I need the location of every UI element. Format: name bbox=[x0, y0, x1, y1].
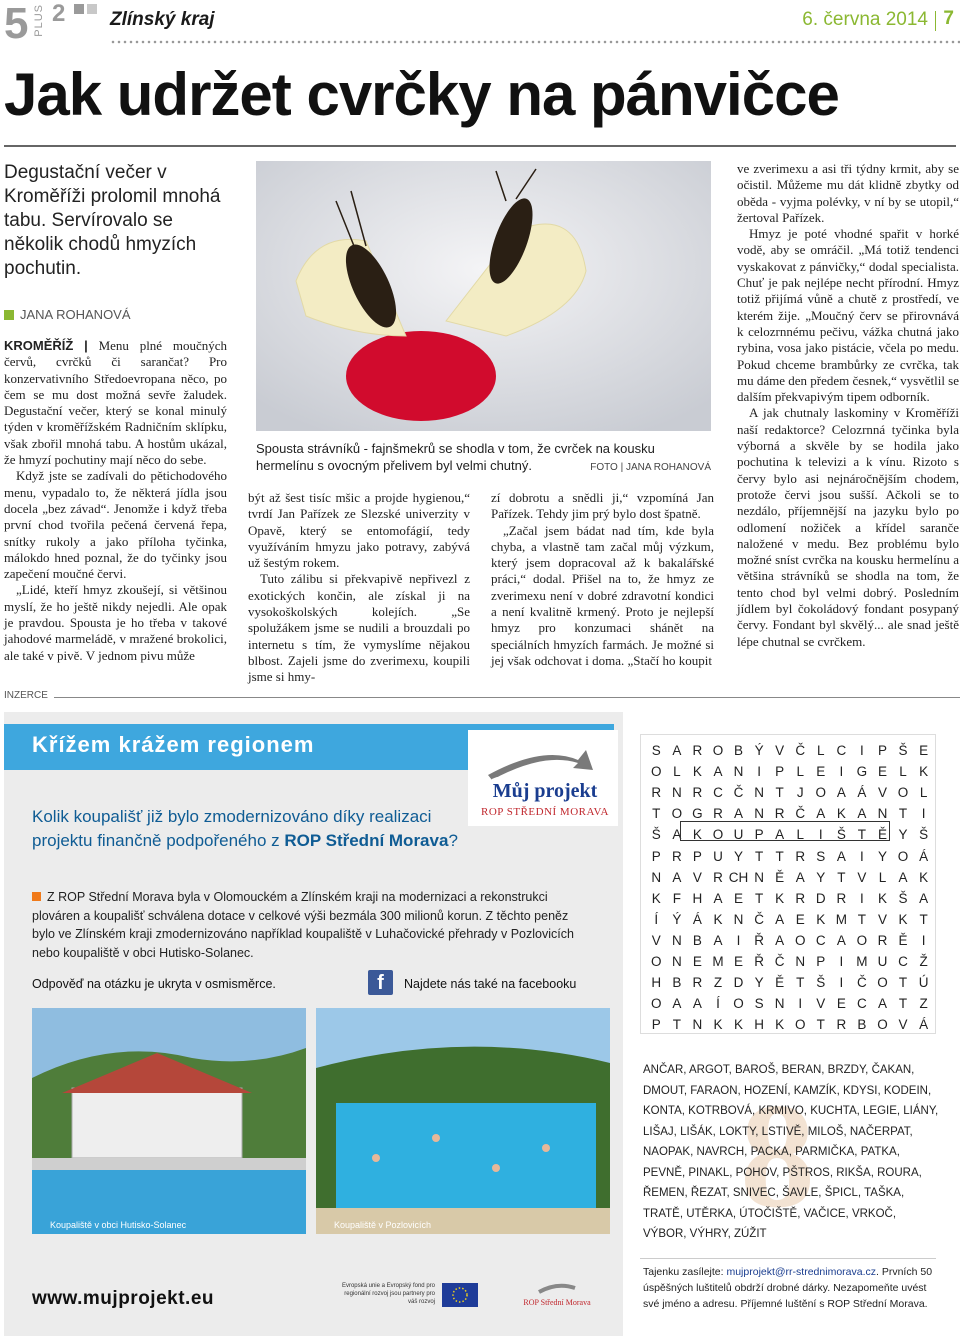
send-text: Tajenku zasílejte: bbox=[643, 1266, 727, 1278]
grid-cell: Č bbox=[774, 953, 785, 969]
question-text: Kolik koupališť již bylo zmodernizováno díky realizaci projektu finančně podpořeného z bbox=[32, 807, 432, 850]
grid-cell: K bbox=[898, 911, 908, 927]
grid-cell: R bbox=[651, 785, 662, 801]
grid-highlight bbox=[680, 821, 890, 841]
grid-cell: CH bbox=[728, 869, 749, 885]
grid-cell: I bbox=[860, 743, 864, 759]
header-squares-icon bbox=[74, 4, 100, 16]
ad-rule bbox=[54, 697, 960, 698]
grid-cell: Š bbox=[651, 827, 661, 843]
grid-cell: E bbox=[734, 953, 744, 969]
word-search-grid bbox=[646, 740, 934, 1035]
grid-cell: Ě bbox=[775, 975, 785, 991]
grid-cell: E bbox=[919, 743, 929, 759]
grid-cell: P bbox=[754, 827, 764, 843]
grid-cell: V bbox=[692, 869, 702, 885]
grid-cell: I bbox=[839, 764, 844, 780]
grid-cell: T bbox=[816, 1017, 825, 1033]
grid-cell: E bbox=[816, 764, 826, 780]
eu-text: Evropská unie a Evropský fond pro regionální rozvoj jsou partnery pro váš rozvoj bbox=[341, 1283, 435, 1305]
grid-row bbox=[646, 930, 934, 951]
grid-cell: I bbox=[921, 932, 926, 948]
grid-cell: A bbox=[775, 827, 785, 843]
header-dotted-rule bbox=[110, 40, 960, 44]
grid-cell: L bbox=[919, 785, 928, 801]
grid-cell: R bbox=[692, 785, 703, 801]
supplement-label: PLUS bbox=[33, 4, 45, 37]
grid-cell: D bbox=[815, 890, 826, 906]
grid-cell: T bbox=[919, 911, 928, 927]
region-name: Zlínský kraj bbox=[110, 9, 215, 30]
grid-cell: H bbox=[651, 975, 662, 991]
grid-cell: R bbox=[692, 743, 703, 759]
grid-cell: I bbox=[839, 975, 844, 991]
grid-cell: B bbox=[672, 975, 682, 991]
article-column-1 bbox=[4, 338, 227, 664]
grid-cell: V bbox=[857, 869, 867, 885]
grid-cell: E bbox=[836, 996, 846, 1012]
grid-cell: Ž bbox=[919, 953, 928, 969]
header-separator bbox=[935, 11, 936, 31]
grid-row bbox=[646, 761, 934, 782]
grid-cell: T bbox=[857, 911, 867, 927]
grid-cell: E bbox=[734, 890, 744, 906]
article-column-4 bbox=[737, 161, 959, 650]
issue-number: 5 bbox=[4, 0, 29, 48]
grid-cell: Y bbox=[816, 869, 826, 885]
grid-cell: V bbox=[816, 996, 826, 1012]
grid-cell: Č bbox=[733, 785, 744, 801]
grid-cell: V bbox=[877, 911, 887, 927]
grid-cell: R bbox=[836, 890, 847, 906]
grid-cell: O bbox=[794, 1017, 806, 1033]
grid-cell: N bbox=[733, 911, 744, 927]
grid-cell: K bbox=[692, 827, 702, 843]
grid-cell: D bbox=[733, 975, 744, 991]
grid-cell: O bbox=[733, 996, 744, 1012]
grid-cell: A bbox=[672, 827, 682, 843]
grid-cell: Ě bbox=[898, 932, 908, 948]
article-headline: Jak udržet cvrčky na pánvičce bbox=[4, 61, 839, 128]
grid-cell: Č bbox=[857, 975, 867, 991]
grid-cell: Á bbox=[857, 785, 867, 801]
grid-cell: N bbox=[795, 953, 806, 969]
eu-flag-icon bbox=[442, 1283, 478, 1307]
paragraph-text: Menu plné moučných červů, cvrčků či sarančat? Pro konzervativního Středoevropana něco, po čem se mu dost možná sevře žaludek. Degustační večer, který se konal minulý týden v kroměřížském Radničním sklípku, však zbořil mnohá tabu. A hostům ukázal, že hmyzí pochutiny mají něco do sebe. bbox=[4, 338, 228, 468]
rop-mini-logo bbox=[522, 1280, 592, 1307]
grid-cell: Š bbox=[919, 827, 929, 843]
grid-cell: B bbox=[692, 932, 702, 948]
ad-body bbox=[32, 888, 592, 962]
grid-cell: O bbox=[651, 953, 662, 969]
grid-cell: R bbox=[713, 869, 723, 885]
grid-cell: O bbox=[897, 848, 909, 864]
question-bold: ROP Střední Morava bbox=[284, 831, 449, 850]
grid-row bbox=[646, 951, 934, 972]
grid-cell: Z bbox=[919, 996, 928, 1012]
grid-cell: R bbox=[713, 806, 723, 822]
grid-cell: I bbox=[757, 764, 761, 780]
grid-cell: O bbox=[794, 932, 806, 948]
article-column-3 bbox=[491, 490, 714, 669]
grid-cell: O bbox=[712, 743, 724, 759]
grid-cell: Y bbox=[877, 848, 887, 864]
paragraph: Hmyz je poté vhodné spařit v horké vodě, aby se omráčil. „Má totiž tendenci vyskakovat z pánvičky,“ dodal specialista. Chuť je pak nejlépe necht přírodní. Hmyz totiž přijímá vůně a chutě z prostředí, ve kterém žije. „Moučný červ se přirovnává k celozrnnému pečivu, vážka chutná jako rybina, vosa jako pistácie, včela po medu. Pokud chceme brambůrky ze cvrčka, tak mu dáme den předem česnek,“ vysvětlil se dalším překvapivým tipem odborník. bbox=[737, 226, 960, 405]
grid-cell: N bbox=[877, 806, 888, 822]
author-marker-icon bbox=[4, 310, 14, 320]
send-instructions bbox=[643, 1264, 939, 1312]
grid-row bbox=[646, 740, 934, 761]
grid-cell: N bbox=[754, 806, 764, 822]
photo-caption bbox=[256, 440, 711, 476]
grid-cell: O bbox=[651, 764, 662, 780]
grid-cell: Č bbox=[754, 911, 764, 927]
grid-cell: I bbox=[860, 848, 864, 864]
body-marker-icon bbox=[32, 892, 41, 901]
grid-cell: P bbox=[651, 848, 661, 864]
article-lead: Degustační večer v Kroměříži prolomil mnohá tabu. Servírovalo se několik chodů hmyzích pochutin. bbox=[4, 162, 221, 279]
paragraph: „Začal jsem bádat nad tím, kde byla chyba, a vlastně tam začal můj výzkum, který jsem dopracoval až k bakalářské práci,“ dodal. Přišel na to, že hmyz ze zverimexu není v dobré zdravotní kondici a není kvalitně krmený. Proto je nejlepší hmyz pro konzumaci shánět na speciálních hmyzích farmách. Je možné si jej však odchovat i doma. „Stačí ho koupit bbox=[491, 522, 714, 668]
grid-cell: T bbox=[898, 806, 908, 822]
paragraph: zí dobrotu a snědli ji,“ vzpomíná Jan Pařízek. Tehdy jim prý bylo dost špatně. bbox=[491, 490, 714, 522]
grid-cell: T bbox=[672, 1017, 681, 1033]
grid-cell: U bbox=[877, 953, 888, 969]
author-name: JANA ROHANOVÁ bbox=[20, 307, 131, 322]
grid-cell: V bbox=[775, 743, 785, 759]
grid-cell: T bbox=[796, 975, 805, 991]
grid-cell: E bbox=[795, 911, 805, 927]
paragraph: být až šest tisíc mšic a projde hygienou,“ tvrdí Jan Pařízek ze Slezské univerzity v Opavě, který se entomofágií, tedy využíváním hmyzu jako potravy, zabývá už šestým rokem. bbox=[248, 490, 470, 571]
section-number: 2 bbox=[52, 0, 66, 27]
grid-cell: T bbox=[898, 996, 908, 1012]
grid-cell: L bbox=[796, 827, 804, 843]
grid-cell: A bbox=[734, 806, 744, 822]
grid-cell: O bbox=[651, 996, 662, 1012]
grid-cell: V bbox=[651, 932, 661, 948]
grid-cell: A bbox=[857, 806, 867, 822]
ad-question bbox=[32, 805, 462, 853]
grid-cell: A bbox=[795, 869, 805, 885]
grid-cell: N bbox=[671, 953, 682, 969]
grid-cell: A bbox=[816, 806, 826, 822]
grid-cell: K bbox=[836, 806, 846, 822]
grid-cell: I bbox=[798, 996, 803, 1012]
grid-cell: A bbox=[692, 996, 702, 1012]
grid-cell: B bbox=[734, 743, 744, 759]
grid-cell: I bbox=[839, 953, 844, 969]
grid-cell: A bbox=[672, 869, 682, 885]
grid-cell: Á bbox=[919, 848, 929, 864]
photo2-caption: Koupaliště v Pozlovicích bbox=[334, 1220, 432, 1230]
grid-cell: Ě bbox=[775, 869, 785, 885]
paragraph: Když jste se zadívali do pětichodového menu, vypadalo to, že některá jídla jsou docela „bez závad“. Jenomže i když třeba první chod tvořila pečená červená řepa, snítky rukoly a jako příloha tyčinka, málokdo hned poznal, že do tyčinky jsou zapečení moučné červi. bbox=[4, 468, 227, 582]
grid-cell: E bbox=[692, 953, 702, 969]
grid-cell: N bbox=[671, 932, 682, 948]
grid-cell: N bbox=[692, 1017, 703, 1033]
grid-cell: Í bbox=[716, 996, 720, 1012]
photo1-caption: Koupaliště v obci Hutisko-Solanec bbox=[50, 1220, 187, 1230]
grid-cell: O bbox=[897, 785, 909, 801]
grid-cell: Á bbox=[692, 911, 702, 927]
grid-cell: Ř bbox=[754, 932, 764, 948]
grid-cell: G bbox=[856, 764, 868, 780]
ad-answer-prompt: Odpověď na otázku je ukryta v osmisměrce. bbox=[32, 977, 276, 991]
grid-cell: Č bbox=[795, 806, 806, 822]
grid-cell: R bbox=[795, 890, 806, 906]
grid-cell: U bbox=[713, 848, 723, 864]
grid-cell: A bbox=[836, 785, 846, 801]
paragraph: A jak chutnaly laskominy v Kroměříži naší redaktorce? Celozrnná tyčinka byla výborná a skvěle by se hodila jako pochutina k televizi a k vínu. Rizoto s červy bylo asi nejnáročnějším chodem, protože červi jsou sušší. Ačkoli se to nezdálo, příjemnější na jazyku bylo po odlomení nožiček a křídel saranče naložené v medu. Bez problému bylo možné sníst cvrčka na kousku hermelínu a většina strávníků se shodla na tom, že tento chod byl velmi dobrý. Posledním jídlem byl čokoládový fondant posypaný červy. Fondant byl skvělý... ale snad ještě lépe chutnal se cvrčkem. bbox=[737, 405, 959, 649]
grid-cell: Ý bbox=[672, 911, 682, 927]
ad-title: Křížem krážem regionem bbox=[32, 732, 315, 757]
grid-cell: C bbox=[898, 953, 908, 969]
grid-cell: R bbox=[692, 975, 703, 991]
grid-cell: T bbox=[898, 975, 908, 991]
ad-url[interactable]: www.mujprojekt.eu bbox=[32, 1288, 214, 1309]
grid-cell: L bbox=[796, 764, 804, 780]
question-end: ? bbox=[448, 831, 458, 850]
grid-cell: T bbox=[837, 869, 846, 885]
article-photo-crickets bbox=[256, 161, 711, 431]
grid-cell: A bbox=[836, 932, 846, 948]
paragraph: KROMĚŘÍŽ | Menu plné moučných červů, cvrčků či sarančat? Pro konzervativního Středoevropana něco, po čem se mu dost možná sevře žaludek. Degustační večer, který se konal minulý týden v kroměřížském Radničním sklípku, však zbořil mnohá tabu. A hostům ukázal, že hmyzí pochutiny mají něco do sebe. bbox=[4, 338, 228, 468]
paragraph: Tuto zálibu si překvapivě nepřivezl z exotických končin, ale získal ji na vysokoškolských kolejích. „Se spolužákem jsme se nudili a brouzdali po internetu s tím, že vymyslíme nějakou blbost. Zajeli jsme do zverimexu, koupili jsme si hmy- bbox=[248, 571, 470, 685]
caption-text: Spousta strávníků - fajnšmekrů se shodla v tom, že cvrček na kousku hermelínu s ovocným přelivem byl velmi chutný. bbox=[256, 441, 655, 473]
grid-cell: M bbox=[712, 953, 724, 969]
grid-cell: A bbox=[713, 764, 723, 780]
grid-cell: Š bbox=[816, 975, 826, 991]
grid-cell: K bbox=[734, 1017, 744, 1033]
grid-cell: Š bbox=[898, 890, 908, 906]
grid-cell: C bbox=[836, 743, 847, 759]
grid-cell: Y bbox=[734, 848, 744, 864]
grid-cell: C bbox=[857, 996, 867, 1012]
grid-cell: N bbox=[733, 764, 744, 780]
grid-cell: K bbox=[919, 764, 929, 780]
grid-cell: M bbox=[835, 911, 847, 927]
grid-cell: I bbox=[736, 932, 741, 948]
article-author bbox=[4, 307, 131, 322]
grid-cell: P bbox=[692, 848, 702, 864]
grid-cell: V bbox=[877, 785, 887, 801]
grid-cell: P bbox=[877, 743, 887, 759]
grid-cell: K bbox=[919, 869, 929, 885]
grid-cell: T bbox=[857, 827, 867, 843]
grid-cell: R bbox=[836, 1017, 847, 1033]
grid-cell: P bbox=[775, 764, 785, 780]
grid-cell: Ú bbox=[918, 975, 929, 991]
grid-cell: C bbox=[815, 932, 826, 948]
paragraph: ve zverimexu a asi tři týdny krmit, aby se očistil. Můžeme mu dát klidně zbytky od oběda - vyjma polévky, v ní by se utopil,“ žertoval Pařízek. bbox=[737, 161, 959, 225]
grid-cell: Á bbox=[919, 1017, 929, 1033]
send-email[interactable]: mujprojekt@rr-strednimorava.cz bbox=[726, 1266, 876, 1278]
grid-row bbox=[646, 867, 934, 888]
grid-cell: A bbox=[713, 932, 723, 948]
watermark-number: 8 bbox=[740, 1073, 815, 1239]
grid-cell: V bbox=[898, 1017, 908, 1033]
grid-cell: E bbox=[877, 764, 887, 780]
grid-cell: Ř bbox=[754, 953, 764, 969]
grid-cell: Z bbox=[713, 975, 723, 991]
grid-cell: Y bbox=[754, 975, 764, 991]
grid-cell: T bbox=[652, 806, 661, 822]
grid-cell: B bbox=[857, 1017, 867, 1033]
grid-cell: O bbox=[877, 975, 888, 991]
logo-subtitle: ROP STŘEDNÍ MORAVA bbox=[481, 806, 609, 818]
grid-cell: C bbox=[713, 785, 723, 801]
grid-cell: M bbox=[856, 953, 868, 969]
grid-cell: K bbox=[713, 911, 723, 927]
paragraph: „Lidé, kteří hmyz zkoušejí, si většinou myslí, že ho ještě nikdy nejedli. Ale opak je pravdou. Spousta je ho třeba v takové jahodové marmeládě, v mražené brokolici, ale také v pivě. V jednom pivu může bbox=[4, 582, 227, 663]
page-number: 7 bbox=[943, 8, 954, 29]
logo-title: Můj projekt bbox=[492, 780, 598, 802]
grid-cell: Í bbox=[654, 911, 659, 927]
grid-cell: P bbox=[816, 953, 826, 969]
grid-cell: O bbox=[877, 1017, 888, 1033]
grid-cell: O bbox=[712, 827, 724, 843]
grid-cell: L bbox=[673, 764, 681, 780]
grid-cell: S bbox=[816, 848, 826, 864]
grid-cell: Š bbox=[836, 827, 846, 843]
word-list-separator bbox=[640, 1258, 936, 1259]
grid-cell: A bbox=[898, 869, 908, 885]
grid-row bbox=[646, 1014, 934, 1035]
grid-cell: Y bbox=[898, 827, 908, 843]
grid-row bbox=[646, 972, 934, 993]
grid-cell: Ý bbox=[754, 743, 764, 759]
photo-credit: FOTO | JANA ROHANOVÁ bbox=[590, 462, 711, 473]
grid-cell: N bbox=[651, 869, 662, 885]
ad-body-text: Z ROP Střední Morava byla v Olomouckém a Zlínském kraji na modernizaci a rekonstrukci plováren a koupališť schválena dotace v celkové výši bezmála 300 milionů korun. Z těchto peněz bylo ve Zlínském kraji zmodernizováno například koupaliště v Luhačovické přehrady v Pozlovicích nebo koupaliště v obci Hutisko-Solanec. bbox=[32, 890, 574, 960]
grid-cell: Š bbox=[898, 743, 908, 759]
grid-cell: T bbox=[775, 785, 784, 801]
grid-cell: J bbox=[796, 785, 804, 801]
grid-cell: A bbox=[919, 890, 929, 906]
photo-hutisko-solanec bbox=[32, 1008, 306, 1234]
grid-cell: H bbox=[754, 1017, 764, 1033]
grid-cell: Č bbox=[795, 743, 806, 759]
grid-cell: K bbox=[651, 890, 661, 906]
grid-cell: P bbox=[651, 1017, 661, 1033]
rop-mini-text: ROP Střední Morava bbox=[523, 1298, 591, 1307]
grid-cell: O bbox=[671, 806, 683, 822]
grid-cell: N bbox=[754, 869, 764, 885]
grid-cell: K bbox=[775, 890, 785, 906]
grid-cell: G bbox=[692, 806, 703, 822]
grid-cell: A bbox=[672, 996, 682, 1012]
grid-cell: A bbox=[775, 932, 785, 948]
grid-cell: K bbox=[692, 764, 702, 780]
grid-cell: L bbox=[817, 743, 825, 759]
facebook-link[interactable]: Najdete nás také na facebooku bbox=[404, 977, 577, 991]
grid-row bbox=[646, 909, 934, 930]
grid-cell: A bbox=[836, 848, 846, 864]
grid-cell: R bbox=[877, 932, 888, 948]
grid-cell: A bbox=[775, 911, 785, 927]
facebook-icon[interactable]: f bbox=[368, 970, 393, 995]
grid-cell: I bbox=[818, 827, 823, 843]
grid-cell: K bbox=[816, 911, 826, 927]
grid-cell: O bbox=[856, 932, 868, 948]
grid-cell: N bbox=[754, 785, 764, 801]
grid-cell: K bbox=[775, 1017, 785, 1033]
ad-label: INZERCE bbox=[4, 690, 48, 701]
grid-cell: U bbox=[733, 827, 744, 843]
grid-cell: K bbox=[713, 1017, 723, 1033]
headline-rule bbox=[4, 145, 956, 147]
word-list: ANČAR, ARGOT, BAROŠ, BERAN, BRZDY, ČAKAN, DMOUT, FARAON, HOZENÍ, KAMZÍK, KDYSI, KODEIN, KONTA, KOTRBOVÁ, KRMIVO, KUCHTA, LEGIE, LIÁNY, LIŠAJ, LIŠÁK, LOKTY, LSTIVĚ, MILOŠ, NAČERPAT, NAOPAK, NAVRCH, PACKA, PARMIČKA, PATKA, PEVNĚ, PINAKL, POHOV, PŠTROS, RIKŠA, ROURA, ŘEMEN, ŘEZAT, SNIVEC, ŠAVLE, ŠPICL, TAŠKA, TRATĚ, UTĚRKA, ÚTOČIŠTĚ, VAČICE, VRKOČ, VÝBOR, VÝHRY, ZÚŽIT bbox=[643, 1064, 939, 1240]
grid-cell: F bbox=[672, 890, 681, 906]
grid-cell: A bbox=[877, 996, 887, 1012]
grid-cell: I bbox=[921, 806, 926, 822]
grid-cell: N bbox=[774, 996, 785, 1012]
grid-cell: R bbox=[671, 848, 682, 864]
grid-row bbox=[646, 993, 934, 1014]
grid-cell: I bbox=[860, 890, 864, 906]
grid-cell: T bbox=[754, 848, 764, 864]
grid-cell: R bbox=[795, 848, 806, 864]
grid-cell: L bbox=[899, 764, 907, 780]
dateline-place: KROMĚŘÍŽ bbox=[4, 338, 74, 353]
send-text-end: . Prvních 50 úspěšných luštitelů obdrží drobné dárky. Nezapomeňte uvést své jméno a adresu. Příjemné luštění s ROP Střední Morava. bbox=[643, 1266, 933, 1310]
grid-cell: Ě bbox=[877, 827, 887, 843]
grid-cell: T bbox=[754, 890, 764, 906]
issue-date: 6. června 2014 bbox=[802, 9, 928, 30]
grid-cell: S bbox=[651, 743, 661, 759]
grid-cell: S bbox=[754, 996, 764, 1012]
grid-row bbox=[646, 782, 934, 803]
grid-cell: O bbox=[815, 785, 827, 801]
article-column-2 bbox=[248, 490, 470, 686]
grid-cell: L bbox=[878, 869, 887, 885]
grid-row bbox=[646, 888, 934, 909]
grid-cell: H bbox=[692, 890, 703, 906]
grid-cell: A bbox=[713, 890, 723, 906]
photo-pozlovice bbox=[316, 1008, 610, 1234]
grid-cell: A bbox=[672, 743, 682, 759]
grid-cell: R bbox=[774, 806, 785, 822]
grid-cell: T bbox=[775, 848, 784, 864]
grid-row bbox=[646, 845, 934, 866]
grid-cell: K bbox=[877, 890, 887, 906]
grid-cell: N bbox=[671, 785, 682, 801]
